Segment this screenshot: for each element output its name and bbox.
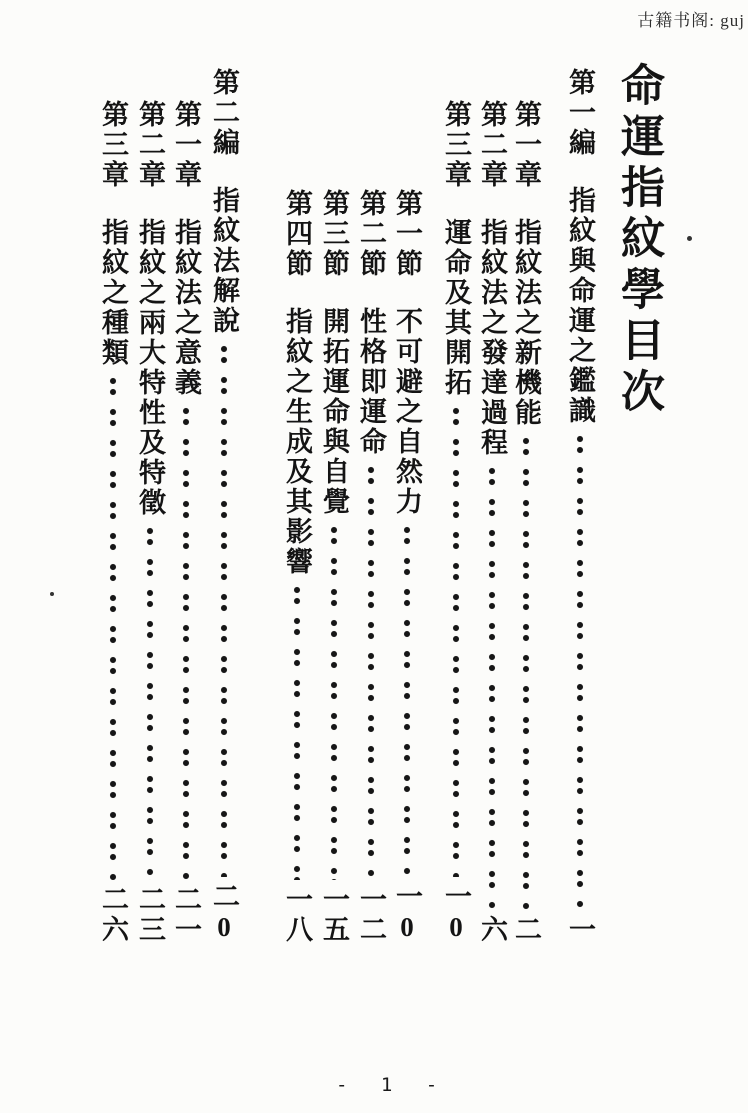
watermark: 古籍书阁: guj (637, 11, 745, 30)
entry-title: 指紋法解說 (209, 186, 239, 336)
entry-title: 指紋之兩大特性及特徵 (135, 218, 165, 518)
entry-title: 開拓運命與自覺 (319, 307, 349, 517)
toc-entry (438, 100, 474, 945)
entry-title: 指紋法之新機能 (511, 218, 541, 428)
entry-label: 第三章 (98, 100, 128, 190)
entry-page-number: 二三 (135, 885, 165, 945)
ink-speck (50, 592, 54, 596)
entry-page-number: 一 (565, 915, 595, 945)
ink-speck (687, 236, 692, 241)
entry-page-number: 二 (511, 915, 541, 945)
book-title: 命運指紋學目次 (614, 62, 663, 419)
entry-label: 第四節 (282, 189, 312, 279)
entry-label: 第一節 (392, 189, 422, 279)
entry-title: 不可避之自然力 (392, 307, 422, 517)
entry-page-number: 二六 (98, 885, 128, 945)
entry-label: 第二節 (356, 189, 386, 279)
entry-page-number: 二0 (209, 882, 239, 945)
toc-entry (389, 189, 425, 945)
entry-page-number: 二一 (171, 885, 201, 945)
entry-page-number: 一八 (282, 885, 312, 945)
dot-leader (403, 524, 411, 877)
entry-page-number: 一0 (441, 882, 471, 945)
entry-title: 性格即運命 (356, 307, 386, 457)
entry-title: 指紋法之意義 (171, 218, 201, 398)
entry-label: 第一章 (511, 100, 541, 190)
entry-page-number: 一二 (356, 885, 386, 945)
toc-entry (206, 68, 242, 945)
entry-page-number: 一0 (392, 882, 422, 945)
entry-title: 指紋與命運之鑑識 (565, 186, 595, 426)
entry-label: 第一編 (565, 68, 595, 158)
entry-page-number: 一五 (319, 885, 349, 945)
dot-leader (488, 465, 496, 910)
dot-leader (576, 433, 584, 910)
dot-leader (182, 405, 190, 880)
toc-entry (353, 189, 389, 945)
toc-entry (168, 100, 204, 945)
toc-entry (316, 189, 352, 945)
entry-title: 指紋之種類 (98, 218, 128, 368)
dot-leader (146, 525, 154, 880)
toc-entry (508, 100, 544, 945)
entry-page-number: 六 (477, 915, 507, 945)
entry-label: 第二章 (477, 100, 507, 190)
entry-label: 第一章 (171, 100, 201, 190)
entry-title: 指紋之生成及其影響 (282, 307, 312, 577)
entry-label: 第三章 (441, 100, 471, 190)
dot-leader (109, 375, 117, 880)
toc-entry (562, 68, 598, 945)
toc-entry (474, 100, 510, 945)
toc-entry (95, 100, 131, 945)
dot-leader (452, 405, 460, 877)
toc-entry (279, 189, 315, 945)
dot-leader (367, 464, 375, 880)
dot-leader (522, 435, 530, 910)
entry-label: 第二章 (135, 100, 165, 190)
entry-label: 第二編 (209, 68, 239, 158)
dot-leader (330, 524, 338, 880)
entry-title: 指紋法之發達過程 (477, 218, 507, 458)
dot-leader (220, 343, 228, 877)
dot-leader (293, 584, 301, 880)
toc-entry (132, 100, 168, 945)
entry-label: 第三節 (319, 189, 349, 279)
page-footer: - 1 - (336, 1074, 449, 1096)
entry-title: 運命及其開拓 (441, 218, 471, 398)
